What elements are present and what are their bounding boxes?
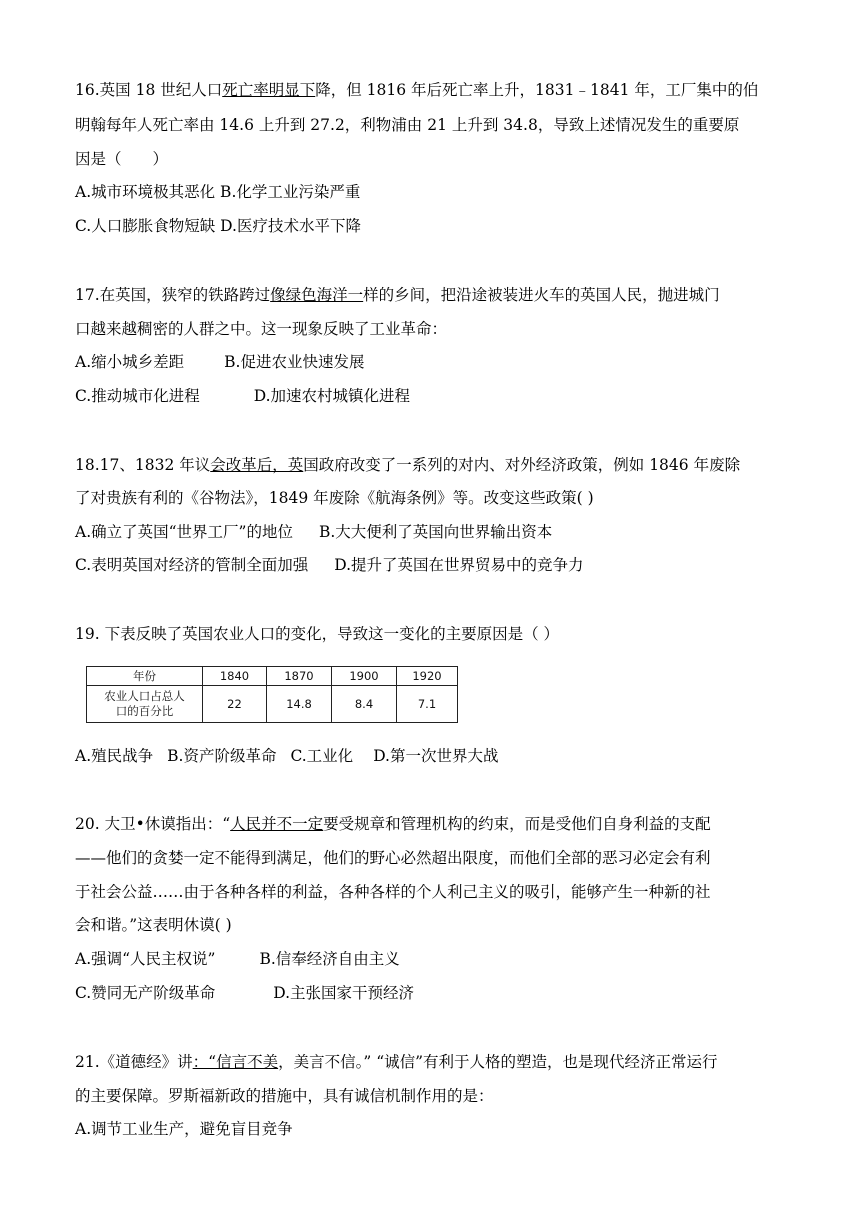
q19-option-b: B.资产阶级革命 (167, 747, 277, 765)
q17-underlined-text: 像绿色海洋一 (270, 286, 364, 304)
q16-underlined-text: 死亡率明显下 (222, 81, 316, 99)
q20-line-3: 于社会公益……由于各种各样的利益，各种各样的个人利己主义的吸引，能够产生一种新的社 (75, 883, 711, 901)
q17-options-cd (75, 385, 410, 409)
table-row (87, 686, 458, 723)
q18-option-c: C.表明英国对经济的管制全面加强 (75, 556, 309, 574)
q20-line-1: 20. 大卫•休谟指出：“人民并不一定要受规章和管理机构的约束，而是受他们自身利益的支配 (75, 815, 711, 833)
table-cell: 14.8 (267, 686, 332, 723)
q19-option-a: A.殖民战争 (75, 747, 154, 765)
q17-option-c: C.推动城市化进程 (75, 387, 200, 405)
q19-option-c: C.工业化 (290, 747, 354, 765)
q19-line-1: 19. 下表反映了英国农业人口的变化，导致这一变化的主要原因是（ ） (75, 625, 560, 643)
q20-option-d: D.主张国家干预经济 (273, 984, 415, 1002)
q16-line-2: 明翰每年人死亡率由 14.6 上升到 27.2，利物浦由 21 上升到 34.8，导致上述情况发生的重要原 (75, 116, 740, 134)
table-header-cell: 1900 (332, 667, 397, 686)
q19-option-d: D.第一次世界大战 (373, 747, 499, 765)
q18-line-2: 了对贵族有利的《谷物法》，1849 年废除《航海条例》等。改变这些政策( ) (75, 489, 594, 507)
q19-options (75, 745, 499, 769)
q21-underlined-text: ：“信言不美 (192, 1053, 279, 1071)
q18-option-b: B.大大便利了英国向世界输出资本 (318, 523, 553, 541)
table-cell: 22 (203, 686, 267, 723)
q17-options-ab (75, 351, 364, 375)
q16-options-cd: C.人口膨胀食物短缺 D.医疗技术水平下降 (75, 217, 361, 235)
q21-line-2: 的主要保障。罗斯福新政的措施中，具有诚信机制作用的是： (75, 1087, 494, 1105)
q16-line-1: 16.英国 18 世纪人口死亡率明显下降，但 1816 年后死亡率上升，1831﹣1841 年，工厂集中的伯 (75, 81, 759, 99)
q21-line-1: 21.《道德经》讲：“信言不美，美言不信。” “诚信”有利于人格的塑造，也是现代经济正常运行 (75, 1053, 718, 1071)
q18-options-cd (75, 554, 584, 578)
q17-line-1: 17.在英国，狭窄的铁路跨过像绿色海洋一样的乡间，把沿途被装进火车的英国人民，抛进城门 (75, 286, 720, 304)
table-header-cell: 年份 (87, 667, 203, 686)
q20-underlined-text: 人民并不一定 (230, 815, 324, 833)
table-header-row (87, 667, 458, 686)
table-header-cell: 1840 (203, 667, 267, 686)
q20-option-b: B.信奉经济自由主义 (259, 950, 400, 968)
q20-options-cd (75, 982, 414, 1006)
agricultural-population-table (86, 666, 458, 723)
q17-option-a: A.缩小城乡差距 (75, 353, 185, 371)
table-header-cell: 1920 (397, 667, 458, 686)
q20-line-4: 会和谐。”这表明休谟( ) (75, 916, 232, 934)
q18-option-d: D.提升了英国在世界贸易中的竞争力 (334, 556, 584, 574)
q20-option-a: A.强调“人民主权说” (75, 950, 216, 968)
q17-line-2: 口越来越稠密的人群之中。这一现象反映了工业革命： (75, 320, 448, 338)
q17-option-d: D.加速农村城镇化进程 (253, 387, 411, 405)
q20-line-2: ——他们的贪婪一定不能得到满足，他们的野心必然超出限度，而他们全部的恶习必定会有利 (75, 849, 711, 867)
q17-option-b: B.促进农业快速发展 (224, 353, 365, 371)
table-row-label: 农业人口占总人 口的百分比 (87, 686, 203, 723)
q20-option-c: C.赞同无产阶级革命 (75, 984, 216, 1002)
q18-option-a: A.确立了英国“世界工厂”的地位 (75, 523, 293, 541)
q18-options-ab (75, 521, 552, 545)
q21-option-a: A.调节工业生产，避免盲目竞争 (75, 1120, 293, 1138)
table-cell: 8.4 (332, 686, 397, 723)
q16-line-3: 因是（ ） (75, 150, 169, 168)
table-header-cell: 1870 (267, 667, 332, 686)
table-cell: 7.1 (397, 686, 458, 723)
q16-options-ab: A.城市环境极其恶化 B.化学工业污染严重 (75, 183, 361, 201)
q18-line-1: 18.17、1832 年议会改革后，英国政府改变了一系列的对内、对外经济政策，例如 1846 年废除 (75, 456, 741, 474)
q18-underlined-text: 会改革后，英 (210, 456, 304, 474)
q20-options-ab (75, 948, 400, 972)
